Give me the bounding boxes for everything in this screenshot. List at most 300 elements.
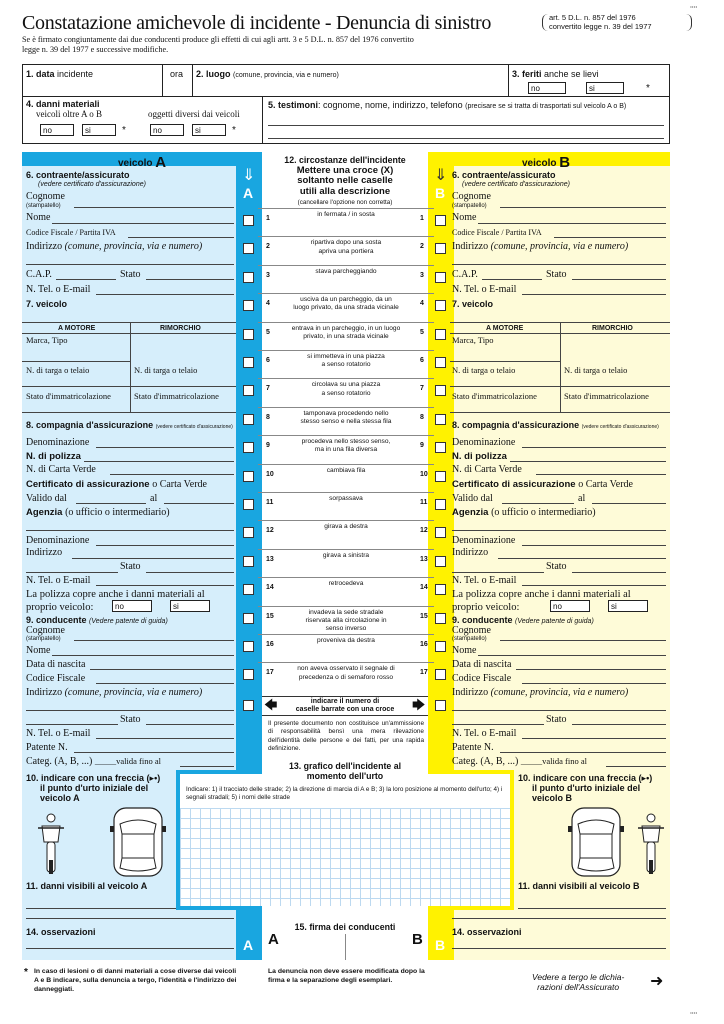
- b-cognome-field[interactable]: [500, 207, 666, 208]
- circumstance-num-b: 11: [420, 499, 428, 506]
- a-polizza-label: N. di polizza: [26, 451, 81, 462]
- circumstance-text: stava parcheggiando: [315, 267, 377, 275]
- a-ag-stato-field-left[interactable]: [26, 572, 118, 573]
- firma-divider: [345, 934, 346, 960]
- b-tel-field[interactable]: [522, 294, 666, 295]
- b-circumstance-checkbox[interactable]: [435, 357, 446, 368]
- injured-label: 3. feriti anche se lievi: [512, 69, 599, 79]
- b-moto-diagram-icon[interactable]: [634, 812, 668, 876]
- b-immatr-label: Stato d'immatricolazione: [452, 391, 537, 401]
- a-conducente-title: 9. conducente (Vedere patente di guida): [26, 615, 168, 625]
- circumstance-num-b: 3: [420, 271, 424, 279]
- a-marca-line[interactable]: [22, 361, 130, 362]
- a-danni-title: 11. danni visibili al veicolo A: [26, 881, 148, 891]
- a-al-field[interactable]: [164, 503, 234, 504]
- top-divider-v1: [162, 64, 163, 96]
- circumstance-divider: [258, 322, 434, 323]
- circumstance-num-b: 10: [420, 470, 428, 478]
- a-ag-denom-label: Denominazione: [26, 535, 90, 546]
- a-copre-label: La polizza copre anche i danni materiali al: [26, 589, 205, 600]
- circumstance-num-b: 13: [420, 555, 428, 563]
- a-cf-field[interactable]: [128, 237, 234, 238]
- a-nome-field[interactable]: [52, 223, 234, 224]
- a-cap-field[interactable]: [56, 279, 116, 280]
- objects-no-box[interactable]: no: [150, 124, 184, 136]
- circumstance-divider: [258, 549, 434, 550]
- a-veicolo-header-line: [22, 333, 236, 334]
- a-contraente-title: 6. contraente/assicurato: [26, 170, 130, 180]
- a-c-categ-label: Categ. (A, B, ...) _____valida fino al: [26, 756, 161, 767]
- b-circumstance-checkbox[interactable]: [435, 527, 446, 538]
- b-motore-label: A MOTORE: [486, 325, 524, 332]
- circumstance-num-b: 6: [420, 357, 424, 364]
- firma-title: 15. firma dei conducenti: [294, 922, 396, 932]
- b-c-nome-label: Nome: [452, 645, 477, 656]
- b-marca-label: Marca, Tipo: [452, 335, 494, 345]
- a-c-tel-field[interactable]: [96, 738, 234, 739]
- b-c-tel-label: N. Tel. o E-mail: [452, 728, 517, 739]
- circumstance-text: procedeva nello stesso senso, ma in una fila diversa: [301, 438, 391, 454]
- b-ag-indirizzo-field[interactable]: [498, 558, 666, 559]
- circumstance-num-a: 4: [266, 300, 270, 308]
- b-copre-si-box[interactable]: si: [608, 600, 648, 612]
- circumstance-num-a: 3: [266, 271, 270, 279]
- a-circumstance-checkbox[interactable]: [243, 669, 254, 680]
- b-al-field[interactable]: [592, 503, 666, 504]
- b-count-box[interactable]: [435, 700, 446, 711]
- circumstance-num-a: 8: [266, 413, 270, 421]
- b-circumstance-checkbox[interactable]: [435, 243, 446, 254]
- a-car-diagram-icon[interactable]: [108, 806, 168, 878]
- circumstance-num-b: 14: [420, 584, 428, 592]
- b-valido-field[interactable]: [502, 503, 574, 504]
- a-c-nome-field[interactable]: [52, 655, 234, 656]
- a-urto-line2: il punto d'urto iniziale del: [40, 783, 149, 793]
- a-denom-field[interactable]: [96, 447, 234, 448]
- a-circumstance-checkbox[interactable]: [243, 584, 254, 595]
- firma-frame-br: [428, 906, 514, 910]
- objects-si-box[interactable]: si: [192, 124, 226, 136]
- a-motore-label: A MOTORE: [58, 325, 96, 332]
- a-circumstance-checkbox[interactable]: [243, 414, 254, 425]
- form-subtitle: Se è firmato congiuntamente dai due conducenti produce gli effetti di cui agli artt. 3 e 5 D.L. n. 857 del 1976 convertito legge n. 39 del 1977 e successive modifiche.: [22, 35, 414, 54]
- circumstance-num-b: 4: [420, 300, 424, 308]
- grafico-title: 13. grafico dell'incidente al momento dell'urto: [288, 761, 402, 781]
- b-indirizzo-label: Indirizzo (comune, provincia, via e numero): [452, 241, 629, 252]
- a-c-validafino-field[interactable]: [180, 766, 234, 767]
- b-circumstance-checkbox[interactable]: [435, 385, 446, 396]
- a-count-box[interactable]: [243, 700, 254, 711]
- form-title: Constatazione amichevole di incidente - Denuncia di sinistro: [22, 12, 492, 34]
- circumstance-text: circolava su una piazza a senso rotatorio: [311, 381, 381, 397]
- a-circumstance-checkbox[interactable]: [243, 641, 254, 652]
- strip-bottom-letter-a: A: [243, 937, 254, 953]
- b-urto-line2: il punto d'urto iniziale del: [532, 783, 641, 793]
- a-al-label: al: [150, 493, 158, 504]
- a-ag-tel-label: N. Tel. o E-mail: [26, 575, 91, 586]
- b-indirizzo-field[interactable]: [452, 264, 666, 265]
- b-circumstance-checkbox[interactable]: [435, 499, 446, 510]
- a-circumstance-checkbox[interactable]: [243, 499, 254, 510]
- objects-label: oggetti diversi dai veicoli: [148, 109, 240, 119]
- b-cap-label: C.A.P.: [452, 269, 478, 280]
- circumstance-divider: [258, 662, 434, 663]
- vehicles-no-box[interactable]: no: [40, 124, 74, 136]
- b-c-cognome-label: Cognome: [452, 625, 491, 636]
- circumstance-num-b: 5: [420, 328, 424, 336]
- a-circumstance-checkbox[interactable]: [243, 272, 254, 283]
- b-circumstance-checkbox[interactable]: [435, 442, 446, 453]
- b-contraente-title: 6. contraente/assicurato: [452, 170, 556, 180]
- circumstance-divider: [258, 236, 434, 237]
- a-ag-stato-field[interactable]: [146, 572, 234, 573]
- circumstance-text: tamponava procedendo nello stesso senso e nella stessa fila: [300, 409, 392, 426]
- b-ag-stato-field-left[interactable]: [452, 572, 544, 573]
- a-certif-label: Certificato di assicurazione o Carta Verde: [26, 479, 207, 490]
- b-denom-field[interactable]: [522, 447, 666, 448]
- a-circumstance-checkbox[interactable]: [243, 357, 254, 368]
- b-cognome-label: Cognome: [452, 191, 491, 202]
- circumstance-divider: [258, 464, 434, 465]
- b-c-indirizzo-label: Indirizzo (comune, provincia, via e numero): [452, 687, 629, 698]
- b-circumstance-checkbox[interactable]: [435, 613, 446, 624]
- injured-si-box[interactable]: si: [586, 82, 624, 94]
- circumstance-divider: [258, 265, 434, 266]
- a-c-cognome-label: Cognome: [26, 625, 65, 636]
- a-contraente-hint: (vedere certificato d'assicurazione): [38, 181, 146, 188]
- b-c-cf-label: Codice Fiscale: [452, 673, 512, 684]
- b-circumstance-checkbox[interactable]: [435, 272, 446, 283]
- a-c-nome-label: Nome: [26, 645, 51, 656]
- a-agenzia-field[interactable]: [26, 530, 234, 531]
- a-immatr-line[interactable]: [22, 412, 236, 413]
- b-car-diagram-icon[interactable]: [566, 806, 626, 878]
- a-osservazioni-title: 14. osservazioni: [26, 927, 96, 937]
- a-cap-label: C.A.P.: [26, 269, 52, 280]
- b-agenzia-field[interactable]: [452, 530, 666, 531]
- circumstance-num-a: 15: [266, 612, 274, 620]
- a-circumstance-checkbox[interactable]: [243, 329, 254, 340]
- strip-bottom-letter-b: B: [435, 937, 446, 953]
- crop-mark-icon: ┈: [690, 0, 698, 14]
- b-c-nome-field[interactable]: [478, 655, 666, 656]
- place-label: 2. luogo (comune, provincia, via e numero): [196, 69, 339, 79]
- b-c-patente-field[interactable]: [500, 752, 666, 753]
- circumstance-num-a: 16: [266, 641, 274, 648]
- circ-count-label: indicare il numero di caselle barrate con una croce: [295, 698, 395, 714]
- b-compagnia-title: 8. compagnia d'assicurazione (vedere certificato d'assicurazione): [452, 420, 659, 430]
- circumstance-num-b: 15: [420, 612, 428, 620]
- b-stamp-label: (stampatello): [452, 203, 487, 209]
- a-rimorchio-label: RIMORCHIO: [160, 325, 201, 332]
- circumstance-num-b: 7: [420, 385, 424, 393]
- circumstance-num-a: 2: [266, 243, 270, 251]
- circ-subtitle: (cancellare l'opzione non corretta): [297, 199, 393, 206]
- b-ag-denom-field[interactable]: [522, 545, 666, 546]
- a-circumstance-checkbox[interactable]: [243, 243, 254, 254]
- a-c-stato-field-left[interactable]: [26, 724, 118, 725]
- b-immatr-line[interactable]: [450, 412, 670, 413]
- circumstance-num-b: 8: [420, 413, 424, 421]
- a-tel-field[interactable]: [96, 294, 234, 295]
- strip-arrow-b-icon: ⇓: [434, 167, 448, 184]
- circumstance-text: si immetteva in una piazza a senso rotatorio: [307, 353, 385, 369]
- a-proprio-label: proprio veicolo:: [26, 602, 94, 613]
- circumstance-num-a: 5: [266, 328, 270, 336]
- firma-a-label: A: [268, 931, 279, 948]
- b-circumstance-checkbox[interactable]: [435, 584, 446, 595]
- circ-note: Il presente documento non costituisce un'ammissione di responsabilità bensì una mera rilevazione dell'identità delle persone e dei fatti, per una rapida definizione.: [268, 720, 424, 752]
- objects-star: *: [232, 125, 236, 136]
- firma-frame-r: [428, 910, 432, 960]
- a-circumstance-checkbox[interactable]: [243, 556, 254, 567]
- grafico-instructions: Indicare: 1) il tracciato delle strade; 2) la direzione di marcia di A e B; 3) la loro posizione al momento dell'urto; 4) i segnali stradali; 5) i nomi delle strade: [186, 786, 503, 801]
- firma-a-field[interactable]: [285, 934, 343, 958]
- count-arrow-left-icon: 🡄: [264, 697, 278, 712]
- damage-label: 4. danni materiali: [26, 99, 100, 109]
- a-c-cf-field[interactable]: [96, 683, 234, 684]
- b-danni-title: 11. danni visibili al veicolo B: [518, 881, 640, 891]
- a-cognome-field[interactable]: [74, 207, 234, 208]
- circumstance-num-a: 10: [266, 470, 274, 478]
- grafico-grid[interactable]: [180, 808, 510, 906]
- crop-mark-bottom-icon: ┈: [690, 1006, 698, 1020]
- a-osservazioni-field[interactable]: [26, 948, 234, 949]
- a-circumstance-checkbox[interactable]: [243, 215, 254, 226]
- witnesses-label: 5. testimoni: cognome, nome, indirizzo, telefono (precisare se si tratta di trasportati sul veicolo A o B): [268, 100, 627, 110]
- a-copre-si-box[interactable]: si: [170, 600, 210, 612]
- a-targa-line[interactable]: [22, 386, 236, 387]
- circumstance-text: non aveva osservato il segnale di precedenza o di semaforo rosso: [297, 665, 395, 681]
- circumstance-divider: [258, 407, 434, 408]
- a-stamp-label: (stampatello): [26, 203, 61, 209]
- witnesses-line-2[interactable]: [268, 138, 664, 139]
- circumstance-num-a: 11: [266, 499, 274, 506]
- b-proprio-label: proprio veicolo:: [452, 602, 520, 613]
- grafico-frame-vr: [510, 770, 514, 910]
- b-circumstance-checkbox[interactable]: [435, 669, 446, 680]
- b-circumstance-checkbox[interactable]: [435, 215, 446, 226]
- strip-arrow-a-icon: ⇓: [242, 167, 256, 184]
- vehicles-si-box[interactable]: si: [82, 124, 116, 136]
- circumstance-text: in fermata / in sosta: [317, 211, 375, 218]
- a-targa-rim-label: N. di targa o telaio: [134, 365, 198, 375]
- a-ag-stato-label: Stato: [120, 561, 141, 572]
- a-indirizzo-field[interactable]: [26, 264, 234, 265]
- a-danni-field[interactable]: [26, 908, 176, 909]
- a-c-nascita-field[interactable]: [90, 669, 234, 670]
- a-ag-tel-field[interactable]: [96, 585, 234, 586]
- circumstance-divider: [258, 435, 434, 436]
- a-valido-label: Valido dal: [26, 493, 67, 504]
- circumstance-num-b: 17: [420, 669, 428, 677]
- a-circumstance-checkbox[interactable]: [243, 471, 254, 482]
- b-ag-stato-label: Stato: [546, 561, 567, 572]
- b-circumstance-checkbox[interactable]: [435, 414, 446, 425]
- a-stato-label: Stato: [120, 269, 141, 280]
- circ-title: 12. circostanze dell'incidente Mettere una croce (X) soltanto nelle caselle utili alla descrizione: [284, 155, 406, 197]
- b-circumstance-checkbox[interactable]: [435, 329, 446, 340]
- circumstance-num-a: 12: [266, 527, 274, 535]
- b-circumstance-checkbox[interactable]: [435, 641, 446, 652]
- witnesses-line-1[interactable]: [268, 125, 664, 126]
- b-c-indirizzo-field[interactable]: [452, 710, 666, 711]
- a-c-patente-field[interactable]: [74, 752, 234, 753]
- b-veicolo-title: 7. veicolo: [452, 299, 494, 309]
- b-certif-label: Certificato di assicurazione o Carta Verde: [452, 479, 633, 490]
- b-copre-no-box[interactable]: no: [550, 600, 590, 612]
- b-circumstance-checkbox[interactable]: [435, 471, 446, 482]
- circumstance-num-b: 16: [420, 641, 428, 648]
- injured-no-box[interactable]: no: [528, 82, 566, 94]
- footer-mid-note: La denuncia non deve essere modificata dopo la firma e la separazione degli esemplari.: [268, 968, 425, 984]
- a-cartaverde-field[interactable]: [110, 474, 234, 475]
- a-cartaverde-label: N. di Carta Verde: [26, 464, 96, 475]
- time-label: ora: [170, 69, 184, 79]
- a-c-nascita-label: Data di nascita: [26, 659, 86, 670]
- b-valido-label: Valido dal: [452, 493, 493, 504]
- b-conducente-title: 9. conducente (Vedere patente di guida): [452, 615, 594, 625]
- a-ag-denom-field[interactable]: [96, 545, 234, 546]
- b-c-validafino-field[interactable]: [606, 766, 666, 767]
- b-c-tel-field[interactable]: [522, 738, 666, 739]
- circumstance-num-a: 1: [266, 215, 270, 222]
- b-cartaverde-label: N. di Carta Verde: [452, 464, 522, 475]
- b-c-cognome-field[interactable]: [500, 640, 666, 641]
- a-copre-no-box[interactable]: no: [112, 600, 152, 612]
- circumstance-divider: [258, 378, 434, 379]
- b-ag-tel-field[interactable]: [522, 585, 666, 586]
- footer-left-note: In caso di lesioni o di danni materiali a cose diverse dai veicoli A e B indicare, sulla denuncia a tergo, l'identità e l'indirizzo dei danneggiati.: [34, 968, 237, 993]
- a-ag-indirizzo-label: Indirizzo: [26, 547, 63, 558]
- a-agenzia-label: Agenzia (o ufficio o intermediario): [26, 507, 170, 518]
- a-ag-indirizzo-field[interactable]: [72, 558, 234, 559]
- b-osservazioni-field[interactable]: [452, 948, 666, 949]
- b-cap-field[interactable]: [482, 279, 542, 280]
- a-compagnia-title: 8. compagnia d'assicurazione (vedere certificato d'assicurazione): [26, 420, 233, 430]
- b-c-stato-field[interactable]: [572, 724, 666, 725]
- firma-b-field[interactable]: [348, 934, 408, 958]
- circumstance-divider: [258, 293, 434, 294]
- vehicle-a-title: veicolo A: [118, 154, 167, 171]
- b-polizza-field[interactable]: [510, 461, 666, 462]
- a-tel-label: N. Tel. o E-mail: [26, 284, 91, 295]
- a-c-cognome-field[interactable]: [74, 640, 234, 641]
- injured-star: *: [646, 83, 650, 94]
- vehicles-star: *: [122, 125, 126, 136]
- strip-letter-a: A: [243, 185, 254, 201]
- b-urto-line3: veicolo B: [532, 793, 573, 803]
- a-urto-line3: veicolo A: [40, 793, 80, 803]
- circumstance-text: retrocedeva: [328, 580, 364, 588]
- circumstance-num-b: 1: [420, 215, 424, 222]
- b-circumstance-checkbox[interactable]: [435, 300, 446, 311]
- a-circumstance-checkbox[interactable]: [243, 613, 254, 624]
- firma-b-label: B: [412, 931, 423, 948]
- circumstance-divider: [258, 208, 434, 209]
- b-danni-field[interactable]: [518, 908, 666, 909]
- b-targa-line[interactable]: [450, 386, 670, 387]
- a-marca-label: Marca, Tipo: [26, 335, 68, 345]
- circumstance-text: cambiava fila: [326, 466, 366, 474]
- b-ag-stato-field[interactable]: [572, 572, 666, 573]
- footer-star: *: [24, 967, 28, 978]
- a-c-cf-label: Codice Fiscale: [26, 673, 86, 684]
- top-divider-v4: [262, 96, 263, 144]
- b-c-nascita-label: Data di nascita: [452, 659, 512, 670]
- b-ag-tel-label: N. Tel. o E-mail: [452, 575, 517, 586]
- a-c-stato-field[interactable]: [146, 724, 234, 725]
- b-polizza-label: N. di polizza: [452, 451, 507, 462]
- a-c-indirizzo-label: Indirizzo (comune, provincia, via e numero): [26, 687, 203, 698]
- b-danni-field-2[interactable]: [452, 918, 666, 919]
- a-circumstance-checkbox[interactable]: [243, 442, 254, 453]
- a-immatr-label: Stato d'immatricolazione: [26, 391, 111, 401]
- center-frame-right: [428, 152, 432, 772]
- b-urto-title: 10. indicare con una freccia (▸•): [518, 773, 653, 783]
- b-circumstance-checkbox[interactable]: [435, 556, 446, 567]
- b-tel-label: N. Tel. o E-mail: [452, 284, 517, 295]
- b-immatr-rim-label: Stato d'immatricolazione: [564, 391, 649, 401]
- a-c-patente-label: Patente N.: [26, 742, 68, 753]
- top-divider-v2: [192, 64, 193, 96]
- b-cf-label: Codice Fiscale / Partita IVA: [452, 228, 542, 237]
- circumstance-num-b: 2: [420, 243, 424, 251]
- top-divider: [22, 96, 670, 97]
- b-stato-field[interactable]: [572, 279, 666, 280]
- b-marca-line[interactable]: [450, 361, 560, 362]
- b-nome-field[interactable]: [478, 223, 666, 224]
- b-al-label: al: [578, 493, 586, 504]
- a-circumstance-checkbox[interactable]: [243, 300, 254, 311]
- circumstance-divider: [258, 634, 434, 635]
- date-label: 1. data incidente: [26, 69, 94, 79]
- circumstance-text: girava a sinistra: [322, 551, 370, 559]
- a-stato-field[interactable]: [146, 279, 234, 280]
- vehicles-label: veicoli oltre A o B: [36, 109, 102, 119]
- circumstance-text: usciva da un parcheggio, da un luogo privato, da una strada vicinale: [293, 296, 399, 312]
- top-divider-v3: [508, 64, 509, 96]
- circumstance-text: girava a destra: [324, 523, 368, 531]
- b-c-nascita-field[interactable]: [516, 669, 666, 670]
- a-cf-label: Codice Fiscale / Partita IVA: [26, 228, 116, 237]
- b-c-cf-field[interactable]: [522, 683, 666, 684]
- circumstance-num-b: 12: [420, 527, 428, 535]
- a-c-indirizzo-field[interactable]: [26, 710, 234, 711]
- a-moto-diagram-icon[interactable]: [34, 812, 68, 876]
- a-targa-label: N. di targa o telaio: [26, 365, 90, 375]
- a-polizza-field[interactable]: [84, 461, 234, 462]
- b-cf-field[interactable]: [554, 237, 666, 238]
- b-c-stato-field-left[interactable]: [452, 724, 544, 725]
- circumstance-divider: [258, 577, 434, 578]
- circumstance-text: invadeva la sede stradale riservata alla circolazione in senso inverso: [305, 608, 387, 633]
- vehicle-b-title: veicolo B: [522, 154, 571, 171]
- a-danni-field-2[interactable]: [26, 918, 234, 919]
- a-indirizzo-label: Indirizzo (comune, provincia, via e numero): [26, 241, 203, 252]
- b-targa-label: N. di targa o telaio: [452, 365, 516, 375]
- circumstance-num-b: 9: [420, 442, 424, 450]
- a-c-stamp-label: (stampatello): [26, 636, 61, 642]
- a-circumstance-checkbox[interactable]: [243, 385, 254, 396]
- b-stato-label: Stato: [546, 269, 567, 280]
- b-c-patente-label: Patente N.: [452, 742, 494, 753]
- b-veicolo-table-divider: [560, 322, 561, 412]
- a-veicolo-table-divider: [130, 322, 131, 412]
- a-circumstance-checkbox[interactable]: [243, 527, 254, 538]
- b-cartaverde-field[interactable]: [536, 474, 666, 475]
- a-valido-field[interactable]: [76, 503, 146, 504]
